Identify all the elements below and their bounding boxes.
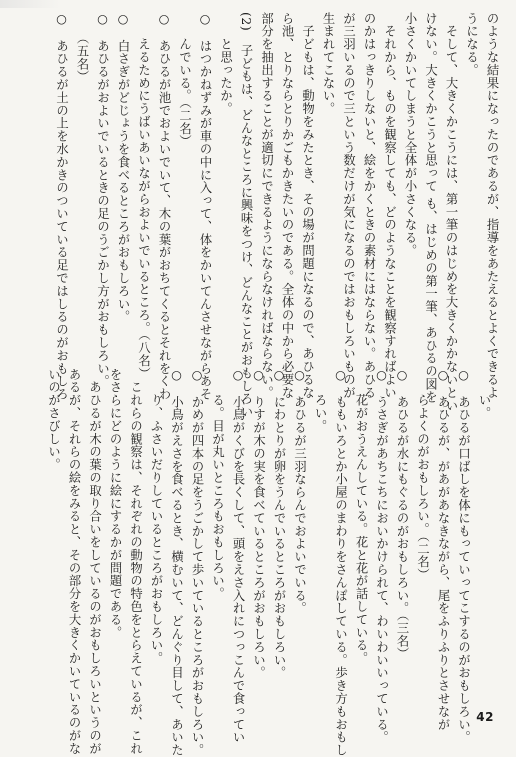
text-line: い。 (477, 368, 491, 420)
text-line: ら池、とりならとりかごもかきたいのである。全体の中から必要な (280, 12, 294, 399)
upper-text-block (51, 12, 502, 419)
text-line: 花がおうえんしている。花と花が話している。 (354, 368, 368, 665)
text-line: けない。大きくかこうと思って も、はじめの第一筆、あひるの図を (423, 12, 438, 404)
list-item: ○ うさぎがあちこちにおいかけられて、わいわいいっている。 (374, 368, 389, 744)
text-line: ろい。 (313, 368, 327, 433)
list-item: ○ 白さぎがどじょうを食べるところがおもしろい。 (116, 12, 130, 324)
text-line: これらの観察は、それぞれの動物の特色をとらえているが、これ (128, 368, 143, 755)
page-number: 42 (476, 710, 494, 724)
list-item: ○ ももいろとか小屋のまわりをさんぽしている。歩き方もおもし (333, 368, 348, 757)
text-line: えるためにうばいあいながらおよいでいるところ。（八名） (136, 12, 151, 380)
text-line: （五名） (75, 12, 89, 84)
text-line: のような結果になったのであるが、指導をあたえるとよくできるよ (485, 12, 499, 399)
text-line: そして、大きくかこうには、第一筆のはじめを大きくかかないとい (444, 12, 458, 412)
text-line: 子どもは、動物をみたとき、その場が問題になるので、あひるな (300, 12, 315, 399)
text-line: あひるが木の葉の取り合いをしているのがおもしろいというのが (87, 368, 102, 755)
list-item: ○ あひるが水にもぐるのがおもしろい。（三名） (395, 368, 409, 661)
text-line: をさらにどのように絵にするかが問題である。 (108, 368, 122, 639)
text-line: うになる。 (464, 12, 479, 77)
text-line: る。目が丸いところもおもしろい。 (210, 368, 225, 601)
text-line: と思ったか。 (218, 12, 233, 116)
list-item: ○ あひるが、があがあなきながら、尾をふりふりとさせなが (436, 368, 450, 731)
list-item: ○ りすが木の実を食べているところがおもしろい。 (251, 368, 266, 680)
text-line: 小さくかいてしまうと全体が小さくなる。 (403, 12, 417, 258)
list-item: ○ あひるが三羽ならんでおよいでいる。 (292, 368, 307, 615)
text-line: 生まれてこない。 (321, 12, 335, 116)
text-line: 部分を抽出することが適切にできるようにならなければならない。 (259, 12, 274, 399)
text-line: り、ふさいだりしているところがおもしろい。 (149, 368, 163, 665)
list-item: ○ あひるが口ばしを体にもっていってこするのがおもしろい。 (456, 368, 471, 744)
text-line: らよくのがおもしろい。（二名） (415, 368, 430, 582)
text-line: それから、ものを観察しても、どのようなことを観察すればよい (382, 12, 397, 399)
text-line: いのがさびしい。 (46, 368, 61, 472)
scan-edge-mark (0, 0, 60, 8)
text-line: んでいる。（二名） (177, 12, 192, 148)
list-item: ○ あひるが池でおよいでいて、木の葉がおちてくるとそれをくわ (157, 12, 171, 401)
text-line: が三羽いるので三という数だけが気になるのではおもしろいものが (341, 12, 356, 399)
section-heading: (2) 子どもは、どんなところに興味をつけ、どんなことがおもしろい (239, 12, 253, 419)
list-item: ○ 小鳥がくびを長くして、頭をえさ入れにつっこんで食ってい (231, 368, 245, 744)
list-item: ○ はつかねずみが車の中に入って、体をかいてんさせながらあそ (198, 12, 212, 401)
text-line: あるが、それらの絵をみると、その部分を大きくかいているのがな (67, 368, 81, 755)
list-item: ○ あひるが土の上を水かきのついている足ではしるのがおもしろ (54, 12, 69, 401)
list-item: ○ かめが四本の足をうごかして歩いているところがおもしろい。 (190, 368, 204, 757)
list-item: ○ にわとりが卵をうんでいるところがおもしろい。 (272, 368, 286, 680)
list-item: ○ 小鳥がえさを食べるとき、横むいて、どんぐり目して、あいた (169, 368, 184, 757)
text-line: のかはっきりしないと、絵をかくときの素材にはならない。あひる (362, 12, 376, 399)
list-item: ○ あひるがおよいでいるときの足のうごかし方がおもしろい。 (95, 12, 110, 388)
